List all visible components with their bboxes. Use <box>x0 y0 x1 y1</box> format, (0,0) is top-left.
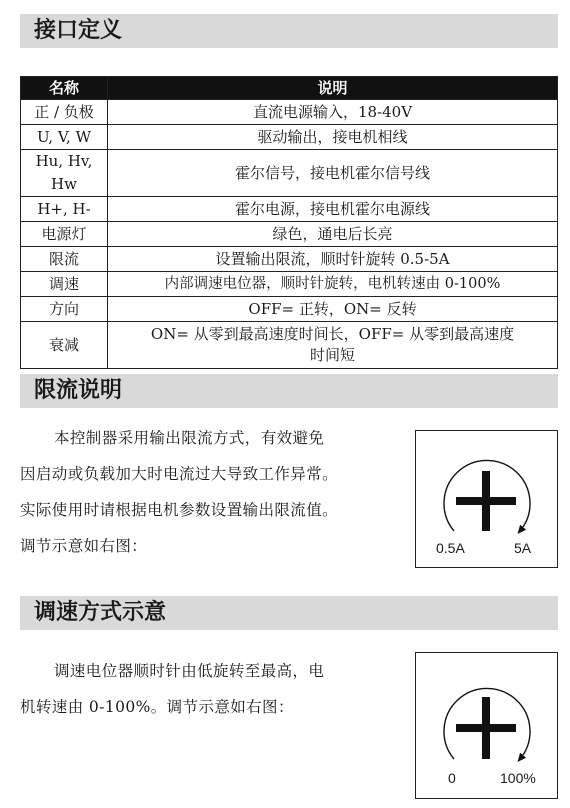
section-title: 限流说明 <box>34 378 123 403</box>
section-header-speed <box>20 596 558 630</box>
paragraph-line: 本控制器采用输出限流方式，有效避免 <box>54 429 325 447</box>
row-desc: 霍尔信号，接电机霍尔信号线 <box>108 150 558 197</box>
table-row <box>21 322 558 369</box>
interface-table <box>20 76 558 369</box>
row-desc: 内部调速电位器，顺时针旋转，电机转速由 0-100% <box>108 272 558 297</box>
section-title: 调速方式示意 <box>34 600 167 625</box>
section-header-interface <box>20 14 558 48</box>
row-desc: 设置输出限流，顺时针旋转 0.5-5A <box>108 247 558 272</box>
paragraph-line: 调速电位器顺时针由低旋转至最高，电 <box>54 662 325 680</box>
row-name: 方向 <box>21 297 108 322</box>
paragraph-line: 因启动或负载加大时电流过大导致工作异常。 <box>20 465 339 483</box>
row-name: 电源灯 <box>21 222 108 247</box>
row-name: U, V, W <box>21 125 108 150</box>
dial-max-label: 5A <box>514 540 532 556</box>
table-row <box>21 150 558 197</box>
row-name: Hu, Hv, Hw <box>21 150 108 197</box>
current-limit-dial-diagram <box>415 430 558 568</box>
paragraph-line: 调节示意如右图： <box>20 537 148 555</box>
speed-paragraph <box>20 653 410 725</box>
table-row <box>21 297 558 322</box>
dial-max-label: 100% <box>500 770 536 786</box>
row-desc: 直流电源输入，18-40V <box>108 100 558 125</box>
row-name: H+, H- <box>21 197 108 222</box>
table-row <box>21 125 558 150</box>
potentiometer-dial-icon <box>416 653 557 798</box>
row-desc <box>108 322 558 369</box>
row-name: 调速 <box>21 272 108 297</box>
table-row <box>21 100 558 125</box>
speed-dial-diagram <box>415 652 558 799</box>
dial-min-label: 0.5A <box>436 540 465 556</box>
current-limit-paragraph <box>20 420 410 564</box>
paragraph-line: 实际使用时请根据电机参数设置输出限流值。 <box>20 501 339 519</box>
row-desc: OFF= 正转，ON= 反转 <box>108 297 558 322</box>
section-title: 接口定义 <box>34 18 123 43</box>
section-header-current-limit <box>20 374 558 408</box>
row-desc-line: 时间短 <box>309 346 355 364</box>
table-row <box>21 247 558 272</box>
column-header-name: 名称 <box>21 77 108 100</box>
row-name: 衰减 <box>21 322 108 369</box>
row-desc-line: ON= 从零到最高速度时间长，OFF= 从零到最高速度 <box>150 325 515 343</box>
table-row <box>21 272 558 297</box>
paragraph-line: 机转速由 0-100%。调节示意如右图： <box>20 698 294 716</box>
table-header-row <box>21 77 558 100</box>
table-row <box>21 197 558 222</box>
dial-min-label: 0 <box>448 770 456 786</box>
row-desc: 驱动输出，接电机相线 <box>108 125 558 150</box>
row-desc: 绿色，通电后长亮 <box>108 222 558 247</box>
row-desc: 霍尔电源，接电机霍尔电源线 <box>108 197 558 222</box>
column-header-desc: 说明 <box>108 77 558 100</box>
row-name: 正 / 负极 <box>21 100 108 125</box>
row-name: 限流 <box>21 247 108 272</box>
table-row <box>21 222 558 247</box>
